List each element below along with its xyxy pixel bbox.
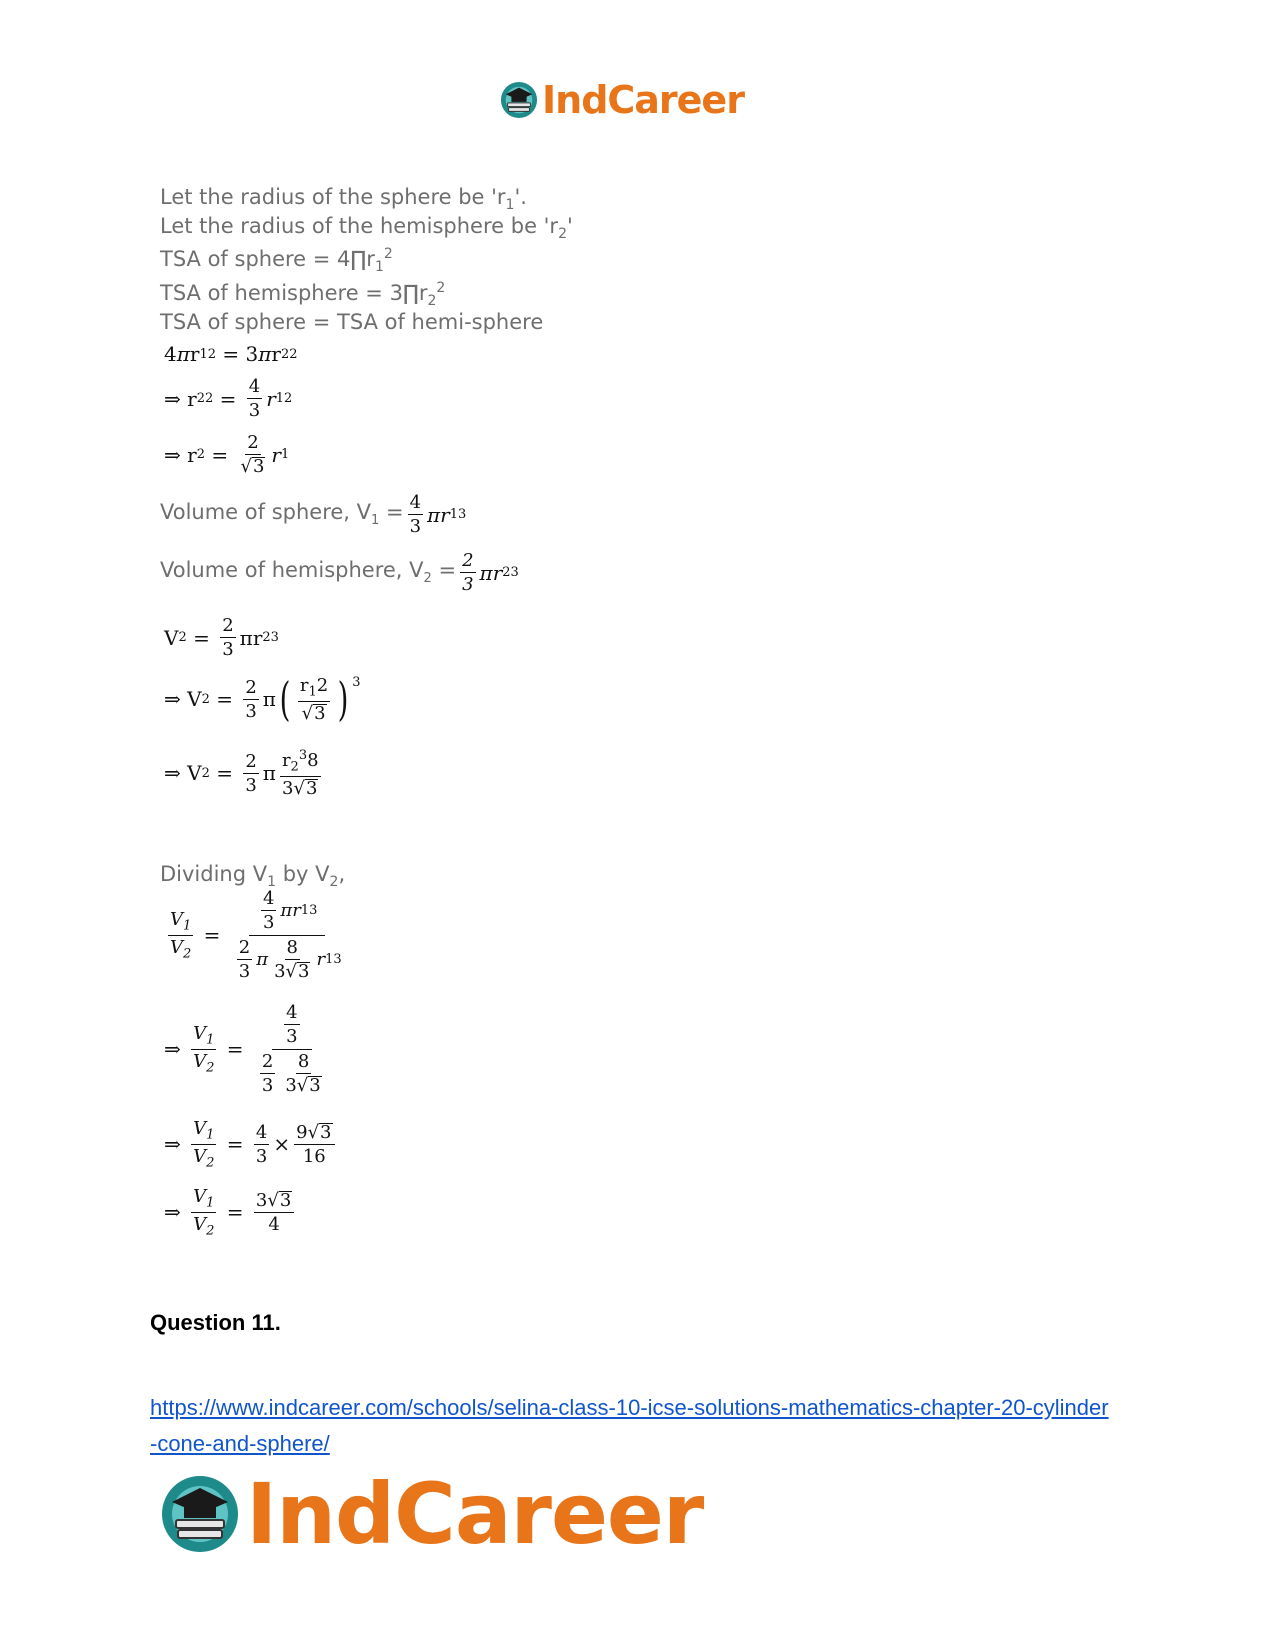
question-heading: Question 11. — [150, 1310, 281, 1335]
equation: ⇒ $\frac{V_1}{V_2}$ = 3 √ 3 4 — [164, 1186, 298, 1238]
equation: V 2 = $\frac{2}{3}$ πr 2 3 — [164, 615, 279, 660]
text-line: TSA of hemisphere = $3\prod r_2^2$ — [160, 280, 446, 310]
graduation-cap-book-icon — [500, 81, 538, 119]
equation: ⇒ r 2 = 2 √ 3 r 1 — [164, 432, 290, 478]
graduation-cap-book-icon — [160, 1474, 240, 1554]
header-logo — [500, 78, 744, 122]
brand-wordmark: IndCareer — [542, 78, 744, 122]
equation: ⇒ r 2 2 = $\frac{4}{3}$ r 1 2 — [164, 376, 293, 421]
equation: ⇒ $\frac{V_1}{V_2}$ = $\frac{4}{3}$ $\frac{2}{3}$ 8 3 √ 3 — [164, 1002, 321, 1097]
equation: ⇒ V 2 = $\frac{2}{3}$ π $r_2^38$ 3 √ 3 — [164, 748, 319, 799]
text-line: Let the radius of the sphere be '$r_1$'. — [160, 185, 527, 214]
text-line: Let the radius of the hemisphere be '$r_2$' — [160, 214, 573, 243]
equation: $\frac{V_1}{V_2}$ = $\frac{4}{3}$ πr 1 3 $\frac{2}{3}$ π 8 3 √ 3 r 1 3 — [170, 888, 342, 983]
equation: ⇒ $\frac{V_1}{V_2}$ = $\frac{4}{3}$ × 9 √ 3 16 — [164, 1118, 339, 1170]
text-line: TSA of sphere = TSA of hemi-sphere — [160, 310, 544, 334]
text-line: TSA of sphere = $4\prod r_1^2$ — [160, 246, 393, 276]
equation: ⇒ V 2 = $\frac{2}{3}$ π ( $r_12$ √ 3 ) $^3$ — [164, 672, 361, 727]
equation: Volume of sphere, $V_1$ = $\frac{4}{3}$ πr 1 3 — [160, 492, 467, 537]
source-link[interactable]: https://www.indcareer.com/schools/selina-class-10-icse-solutions-mathematics-chapter-20-cylinder-cone-and-sphere/ — [150, 1395, 1109, 1456]
footer-logo — [160, 1465, 704, 1563]
equation: Volume of hemisphere, $V_2$ = $\frac{2}{3}$ πr 2 3 — [160, 550, 519, 595]
brand-wordmark: IndCareer — [246, 1465, 704, 1563]
equation: 4 π r 1 2 = 3 π r 2 2 — [164, 342, 298, 366]
text-line: Dividing $V_1$ by $V_2$, — [160, 862, 346, 891]
